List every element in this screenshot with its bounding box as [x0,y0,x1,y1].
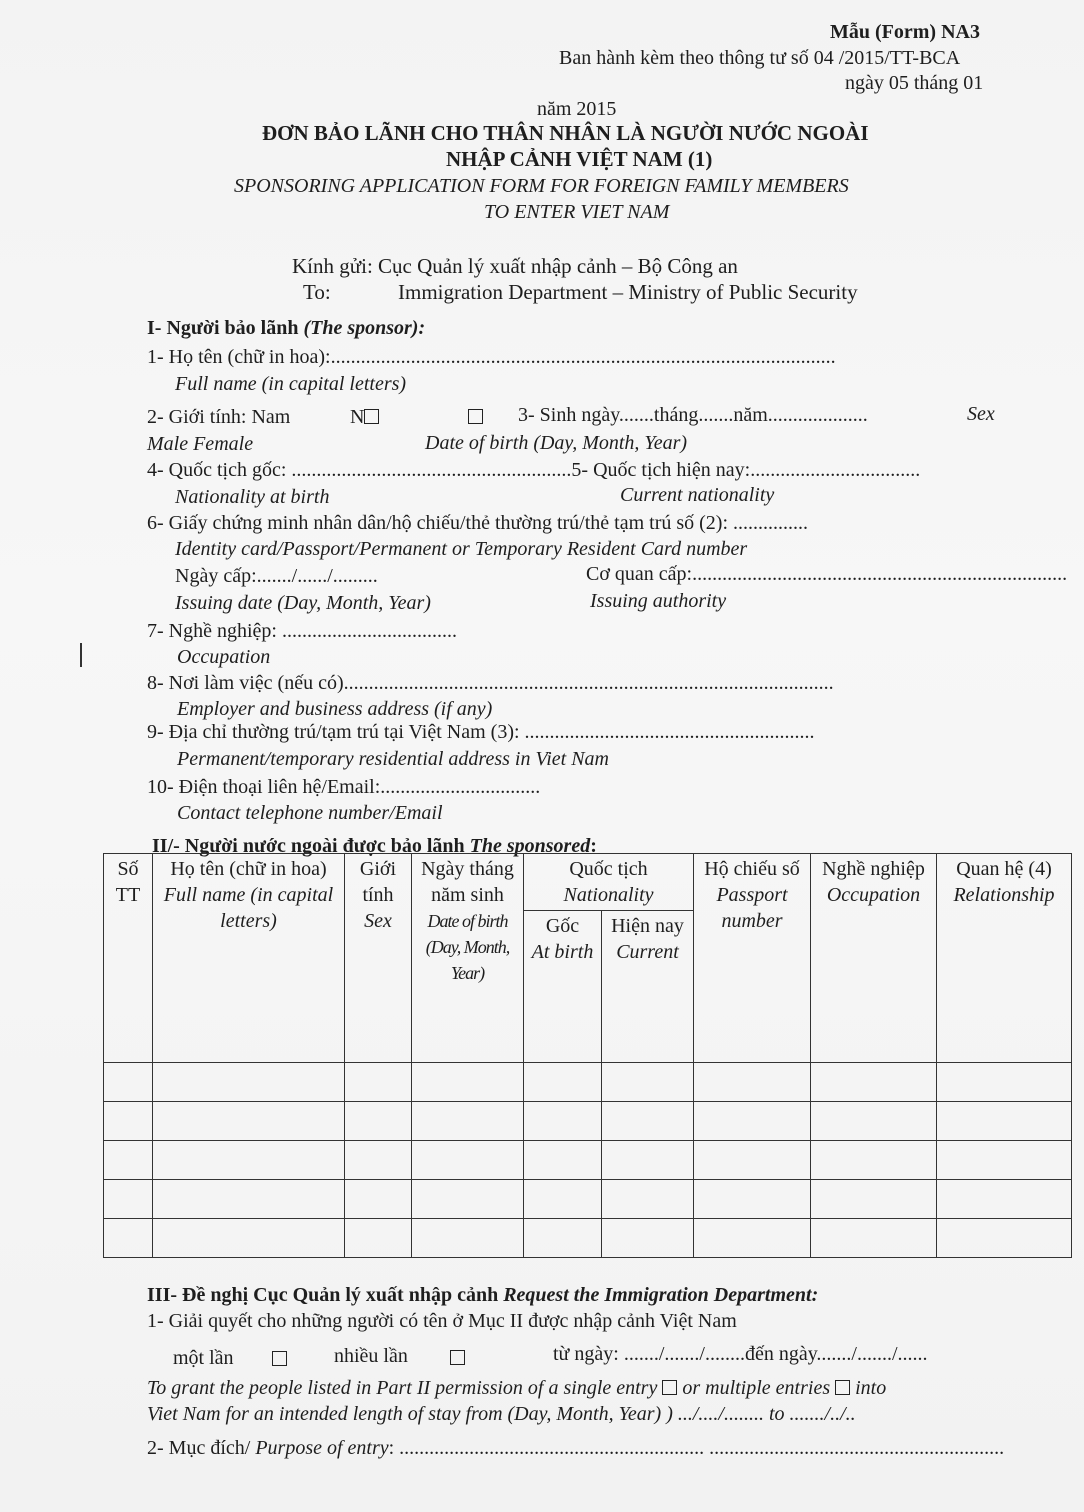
request-en-multi: or multiple entries [682,1377,831,1399]
table-cell[interactable] [104,1219,153,1258]
nationality-birth-en: Nationality at birth [175,486,330,508]
col-relationship-en: Relationship [953,884,1055,906]
table-cell[interactable] [694,1102,811,1141]
table-cell[interactable] [602,1180,694,1219]
issuing-authority-en: Issuing authority [590,590,727,612]
title-en-line2: TO ENTER VIET NAM [484,201,670,223]
single-entry-label: một lần [173,1347,234,1369]
table-cell[interactable] [811,1102,937,1141]
col-occupation-en: Occupation [826,884,921,906]
stay-dates-field[interactable]: từ ngày: ......./......./........đến ngày......./......./...... [553,1343,928,1365]
dob-en: Date of birth (Day, Month, Year) [425,432,688,454]
checkbox-icon [364,409,379,424]
issue-date: ngày 05 tháng 01 [845,72,984,94]
col-name [153,854,345,1063]
purpose-field[interactable] [147,1438,1004,1458]
col-dob [412,854,524,1063]
table-cell[interactable] [811,1141,937,1180]
male-female-en: Male Female [147,433,254,455]
gender-female-checkbox[interactable] [468,407,483,427]
request-en-into: into [855,1377,887,1399]
table-cell[interactable] [937,1102,1072,1141]
table-cell[interactable] [602,1102,694,1141]
table-cell[interactable] [412,1180,524,1219]
field-employer[interactable]: 8- Nơi làm việc (nếu có).................................................................................................. [147,672,834,694]
table-cell[interactable] [524,1180,602,1219]
field-full-name-en: Full name (in capital letters) [175,373,407,395]
section3-heading [147,1285,818,1305]
col-dob-vn: Ngày tháng năm sinh [421,858,514,906]
col-stt: Số TT [104,854,153,1063]
table-cell[interactable] [602,1219,694,1258]
sex-en-label: Sex [967,403,995,425]
table-row[interactable] [104,1102,1072,1141]
table-cell[interactable] [524,1102,602,1141]
addressee-vn: Kính gửi: Cục Quản lý xuất nhập cảnh – Bộ Công an [292,254,738,278]
table-cell[interactable] [153,1180,345,1219]
table-cell[interactable] [153,1141,345,1180]
table-cell[interactable] [345,1180,412,1219]
field-full-name[interactable]: 1- Họ tên (chữ in hoa):..................................................................................................... [147,346,836,368]
section2-heading-colon: : [590,835,597,857]
table-cell[interactable] [412,1141,524,1180]
table-cell[interactable] [602,1141,694,1180]
multiple-entry-en-checkbox[interactable] [835,1380,850,1395]
issued-with: Ban hành kèm theo thông tư số 04 /2015/TT-BCA [559,47,961,69]
table-row[interactable] [104,1219,1072,1258]
table-cell[interactable] [811,1219,937,1258]
table-cell[interactable] [345,1219,412,1258]
checkbox-icon [468,409,483,424]
col-relationship [937,854,1072,1063]
table-cell[interactable] [811,1180,937,1219]
table-cell[interactable] [104,1141,153,1180]
nationality-current-en: Current nationality [620,484,775,506]
scan-mark [80,643,82,667]
field-dob[interactable]: 3- Sinh ngày.......tháng.......năm.................... [518,404,868,426]
issuing-date-en: Issuing date (Day, Month, Year) [175,592,431,614]
table-cell[interactable] [694,1219,811,1258]
col-nationality-vn: Quốc tịch [569,858,648,880]
addressee-en-label: To: [303,280,331,304]
single-entry-en-checkbox[interactable] [662,1380,677,1395]
title-vn-line1: ĐƠN BẢO LÃNH CHO THÂN NHÂN LÀ NGƯỜI NƯỚC NGOÀI [262,121,869,145]
issue-year: năm 2015 [537,98,617,120]
col-dob-en: Date of birth (Day, Month, Year) [425,911,510,983]
table-row[interactable] [104,1180,1072,1219]
request-en-line2: Viet Nam for an intended length of stay from (Day, Month, Year) ) .../..../........ to ......./../.. [147,1403,856,1425]
table-cell[interactable] [694,1180,811,1219]
section1-heading-vn: I- Người bảo lãnh [147,317,304,339]
col-nat-current-en: Current [616,941,679,963]
field-gender: 2- Giới tính: Nam [147,406,291,428]
table-cell[interactable] [412,1102,524,1141]
table-cell[interactable] [153,1102,345,1141]
table-cell[interactable] [937,1219,1072,1258]
table-cell[interactable] [153,1063,345,1102]
table-cell[interactable] [153,1219,345,1258]
id-number-en: Identity card/Passport/Permanent or Temporary Resident Card number [175,538,748,560]
section1-heading-en: (The sponsor): [303,317,426,339]
table-cell[interactable] [811,1063,937,1102]
col-nat-birth-vn: Gốc [545,915,580,937]
field-address[interactable]: 9- Địa chỉ thường trú/tạm trú tại Việt Nam (3): .......................................................... [147,721,815,743]
section2-heading-en: The sponsored [469,835,591,857]
title-en-line1: SPONSORING APPLICATION FORM FOR FOREIGN FAMILY MEMBERS [234,175,849,197]
table-cell[interactable] [104,1102,153,1141]
table-cell[interactable] [524,1141,602,1180]
col-relationship-vn: Quan hệ (4) [956,858,1052,880]
field-issuing-authority[interactable]: Cơ quan cấp:........................................................................... [586,563,1068,585]
gender-male-checkbox[interactable] [350,407,379,427]
request-en-text: To grant the people listed in Part II permission of a single entry [147,1377,658,1399]
col-nat-birth-en: At birth [531,941,594,963]
table-cell[interactable] [104,1063,153,1102]
col-nat-birth [524,911,602,1063]
table-header-row [104,854,1072,911]
table-cell[interactable] [694,1141,811,1180]
col-sex [345,854,412,1063]
table-cell[interactable] [345,1141,412,1180]
addressee-en-value: Immigration Department – Ministry of Public Security [398,280,858,304]
col-nat-current [602,911,694,1063]
table-cell[interactable] [602,1063,694,1102]
table-cell[interactable] [524,1063,602,1102]
multiple-entry-label: nhiều lần [334,1345,408,1367]
purpose-label-en: Purpose of entry [255,1437,389,1459]
table-cell[interactable] [345,1063,412,1102]
col-nat-current-vn: Hiện nay [611,915,684,937]
purpose-dots: : ............................................................. ........................................................... [388,1437,1005,1459]
multiple-entry-checkbox[interactable] [450,1348,465,1368]
section3-heading-en: Request the Immigration Department: [503,1284,819,1306]
col-occupation-vn: Nghề nghiệp [822,858,925,880]
gender-male-mark: N [350,406,365,428]
table-cell[interactable] [345,1102,412,1141]
section1-heading [147,318,425,338]
field-contact[interactable]: 10- Điện thoại liên hệ/Email:................................ [147,776,541,798]
title-vn-line2: NHẬP CẢNH VIỆT NAM (1) [446,147,713,171]
col-sex-vn: Giới tính [359,858,397,906]
col-passport-en: Passport number [716,884,788,932]
section3-heading-vn: III- Đề nghị Cục Quản lý xuất nhập cảnh [147,1284,504,1306]
section2-heading-vn: II/- Người nước ngoài được bảo lãnh [152,835,470,857]
table-cell[interactable] [937,1180,1072,1219]
col-nationality-en: Nationality [563,884,654,906]
sponsored-table [103,853,1072,1258]
employer-en: Employer and business address (if any) [177,698,493,720]
table-cell[interactable] [412,1219,524,1258]
field-occupation[interactable]: 7- Nghề nghiệp: ................................... [147,620,457,642]
request-en-line1 [147,1378,886,1398]
table-cell[interactable] [412,1063,524,1102]
field-id-number[interactable]: 6- Giấy chứng minh nhân dân/hộ chiếu/thẻ thường trú/thẻ tạm trú số (2): ............... [147,512,809,534]
col-name-vn: Họ tên (chữ in hoa) [170,858,327,880]
contact-en: Contact telephone number/Email [177,802,443,824]
occupation-en: Occupation [177,646,271,668]
field-issuing-date[interactable]: Ngày cấp:......./....../......... [175,565,378,587]
table-row[interactable] [104,1063,1072,1102]
form-code: Mẫu (Form) NA3 [830,21,980,43]
field-nationality[interactable]: 4- Quốc tịch gốc: ........................................................5- Quốc tịch hiện nay:.................................. [147,459,921,481]
col-passport [694,854,811,1063]
col-passport-vn: Hộ chiếu số [704,858,800,880]
table-cell[interactable] [694,1063,811,1102]
purpose-label-vn: 2- Mục đích/ [147,1437,256,1459]
single-entry-checkbox[interactable] [272,1349,287,1369]
col-nationality [524,854,694,911]
col-occupation [811,854,937,1063]
table-cell[interactable] [937,1063,1072,1102]
table-row[interactable] [104,1141,1072,1180]
checkbox-icon [450,1350,465,1365]
col-sex-en: Sex [364,910,392,932]
request-line1: 1- Giải quyết cho những người có tên ở Mục II được nhập cảnh Việt Nam [147,1310,737,1332]
col-name-en: Full name (in capital letters) [163,884,334,932]
checkbox-icon [272,1351,287,1366]
table-cell[interactable] [937,1141,1072,1180]
table-cell[interactable] [524,1219,602,1258]
address-en: Permanent/temporary residential address in Viet Nam [177,748,609,770]
table-cell[interactable] [104,1180,153,1219]
